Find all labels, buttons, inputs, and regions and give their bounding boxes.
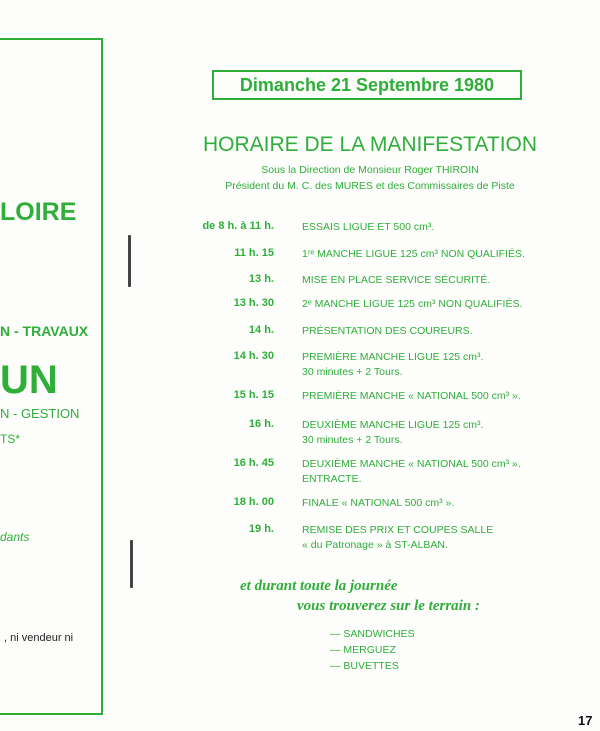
event-date-box: [212, 70, 522, 100]
schedule-time: 16 h. 45: [233, 457, 274, 469]
schedule-time: 16 h.: [248, 418, 274, 430]
schedule-event: [302, 496, 572, 511]
offer-list: [330, 628, 415, 676]
schedule-event: [302, 273, 572, 288]
page-number: 17: [578, 713, 593, 728]
page-title: HORAIRE DE LA MANIFESTATION: [202, 133, 538, 156]
schedule-event-line: PREMIÈRE MANCHE LIGUE 125 cm³.: [302, 351, 484, 363]
direction-line: Sous la Direction de Monsieur Roger THIROIN: [261, 164, 479, 176]
schedule-time: 13 h.: [248, 273, 274, 285]
schedule-event-line: 30 minutes + 2 Tours.: [302, 366, 403, 378]
schedule-time: de 8 h. à 11 h.: [202, 220, 274, 232]
schedule-event-line: PRÉSENTATION DES COUREURS.: [302, 325, 473, 337]
ad-footer-text: , ni vendeur ni: [4, 632, 74, 644]
schedule-event-line: 1ʳᵉ MANCHE LIGUE 125 cm³ NON QUALIFIÉS.: [302, 248, 525, 260]
schedule-event-line: ENTRACTE.: [302, 473, 362, 485]
schedule-time: 14 h.: [248, 324, 274, 336]
schedule-event: [302, 220, 572, 235]
schedule-event-line: 30 minutes + 2 Tours.: [302, 434, 403, 446]
schedule-time: 19 h.: [248, 523, 274, 535]
schedule-time: 11 h. 15: [234, 247, 274, 259]
left-ad-panel: [0, 38, 103, 715]
schedule-event: [302, 350, 572, 380]
ad-text-ts: TS*: [0, 432, 21, 446]
binding-staple-bottom: [130, 540, 133, 588]
schedule-event: [302, 297, 572, 312]
schedule-event: [302, 457, 572, 487]
schedule-event-line: DEUXIÈME MANCHE « NATIONAL 500 cm³ ».: [302, 458, 521, 470]
schedule-event-line: PREMIÈRE MANCHE « NATIONAL 500 cm³ ».: [302, 390, 521, 402]
ad-text-dants: dants: [0, 530, 30, 544]
schedule-time: 14 h. 30: [233, 350, 274, 362]
president-line: Président du M. C. des MURES et des Commissaires de Piste: [225, 180, 515, 192]
ad-text-gestion: N - GESTION: [0, 406, 80, 421]
schedule-event: [302, 247, 572, 262]
schedule-event-line: ESSAIS LIGUE ET 500 cm³.: [302, 221, 435, 233]
schedule-event: [302, 418, 572, 448]
schedule-event: [302, 523, 572, 553]
ad-text-loire: LOIRE: [0, 198, 77, 226]
schedule-event-line: MISE EN PLACE SERVICE SÉCURITÉ.: [302, 274, 491, 286]
offer-item-sandwiches: — SANDWICHES: [330, 628, 415, 640]
schedule-event: [302, 324, 572, 339]
schedule-time: 13 h. 30: [233, 297, 274, 309]
schedule-event-line: « du Patronage » à ST-ALBAN.: [302, 539, 448, 551]
schedule-event-line: FINALE « NATIONAL 500 cm³ ».: [302, 497, 455, 509]
event-date: Dimanche 21 Septembre 1980: [239, 74, 495, 95]
ad-text-travaux: N - TRAVAUX: [0, 323, 89, 339]
schedule-event: [302, 389, 572, 404]
schedule-event-line: REMISE DES PRIX ET COUPES SALLE: [302, 524, 494, 536]
schedule-event-line: 2ᵉ MANCHE LIGUE 125 cm³ NON QUALIFIÉS.: [302, 298, 523, 310]
schedule-time: 15 h. 15: [233, 389, 274, 401]
binding-staple-top: [128, 235, 131, 287]
footer-line-2: vous trouverez sur le terrain :: [297, 598, 480, 614]
offer-item-buvettes: — BUVETTES: [330, 660, 399, 672]
schedule-event-line: DEUXIÈME MANCHE LIGUE 125 cm³.: [302, 419, 484, 431]
footer-line-1: et durant toute la journée: [240, 578, 398, 594]
schedule-time: 18 h. 00: [233, 496, 274, 508]
ad-text-un: UN: [0, 358, 58, 402]
offer-item-merguez: — MERGUEZ: [330, 644, 396, 656]
